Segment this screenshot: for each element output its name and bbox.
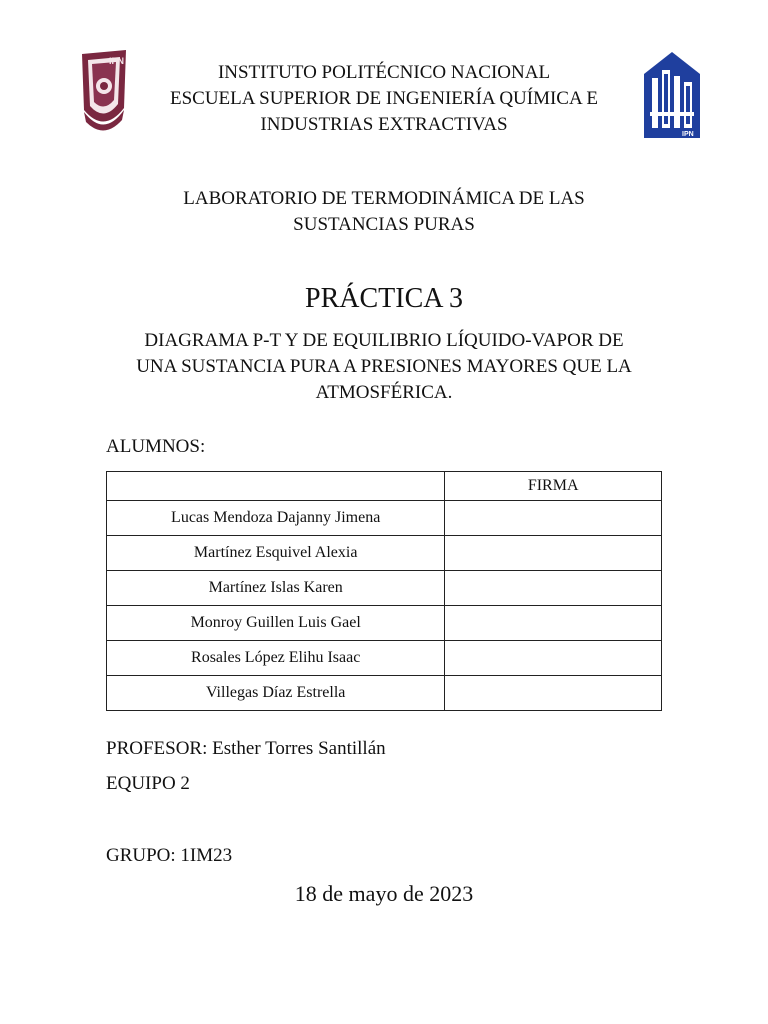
alumnos-label: ALUMNOS: bbox=[106, 436, 206, 457]
svg-text:IPN: IPN bbox=[682, 131, 694, 138]
table-row bbox=[107, 501, 662, 536]
practica-title: PRÁCTICA 3 bbox=[305, 283, 463, 314]
signature-cell bbox=[445, 536, 662, 571]
document-date: 18 de mayo de 2023 bbox=[294, 881, 474, 906]
lab-line-1: LABORATORIO DE TERMODINÁMICA DE LAS bbox=[183, 188, 585, 209]
equipo-line: EQUIPO 2 bbox=[106, 773, 190, 794]
lab-title bbox=[120, 186, 648, 238]
signature-cell bbox=[445, 606, 662, 641]
subtitle-line-1: DIAGRAMA P-T Y DE EQUILIBRIO LÍQUIDO-VAPOR DE bbox=[144, 330, 624, 351]
student-name: Martínez Islas Karen bbox=[107, 571, 445, 606]
profesor-line: PROFESOR: Esther Torres Santillán bbox=[106, 738, 386, 759]
signature-cell bbox=[445, 501, 662, 536]
student-name: Rosales López Elihu Isaac bbox=[107, 641, 445, 676]
table-row bbox=[107, 571, 662, 606]
student-name: Lucas Mendoza Dajanny Jimena bbox=[107, 501, 445, 536]
header-firma-cell: FIRMA bbox=[445, 472, 662, 501]
student-name: Villegas Díaz Estrella bbox=[107, 676, 445, 711]
esiqie-logo-icon bbox=[640, 50, 704, 140]
signature-cell bbox=[445, 571, 662, 606]
subtitle-line-3: ATMOSFÉRICA. bbox=[315, 382, 453, 403]
student-name: Martínez Esquivel Alexia bbox=[107, 536, 445, 571]
practica-subtitle bbox=[100, 328, 668, 406]
ipn-logo-icon bbox=[78, 48, 130, 134]
table-row bbox=[107, 676, 662, 711]
subtitle-line-2: UNA SUSTANCIA PURA A PRESIONES MAYORES QUE LA bbox=[136, 356, 632, 377]
signature-cell bbox=[445, 641, 662, 676]
header-line-3: INDUSTRIAS EXTRACTIVAS bbox=[260, 114, 508, 135]
svg-text:IPN: IPN bbox=[109, 56, 125, 66]
signature-cell bbox=[445, 676, 662, 711]
table-row bbox=[107, 641, 662, 676]
table-row bbox=[107, 606, 662, 641]
student-name: Monroy Guillen Luis Gael bbox=[107, 606, 445, 641]
students-table bbox=[106, 471, 662, 711]
table-row bbox=[107, 536, 662, 571]
header-line-2: ESCUELA SUPERIOR DE INGENIERÍA QUÍMICA E bbox=[169, 88, 599, 109]
table-header-row bbox=[107, 472, 662, 501]
grupo-line: GRUPO: 1IM23 bbox=[106, 845, 233, 866]
lab-line-2: SUSTANCIAS PURAS bbox=[293, 214, 475, 235]
institution-header bbox=[140, 60, 628, 138]
header-line-1: INSTITUTO POLITÉCNICO NACIONAL bbox=[217, 62, 551, 83]
header-name-cell bbox=[107, 472, 445, 501]
